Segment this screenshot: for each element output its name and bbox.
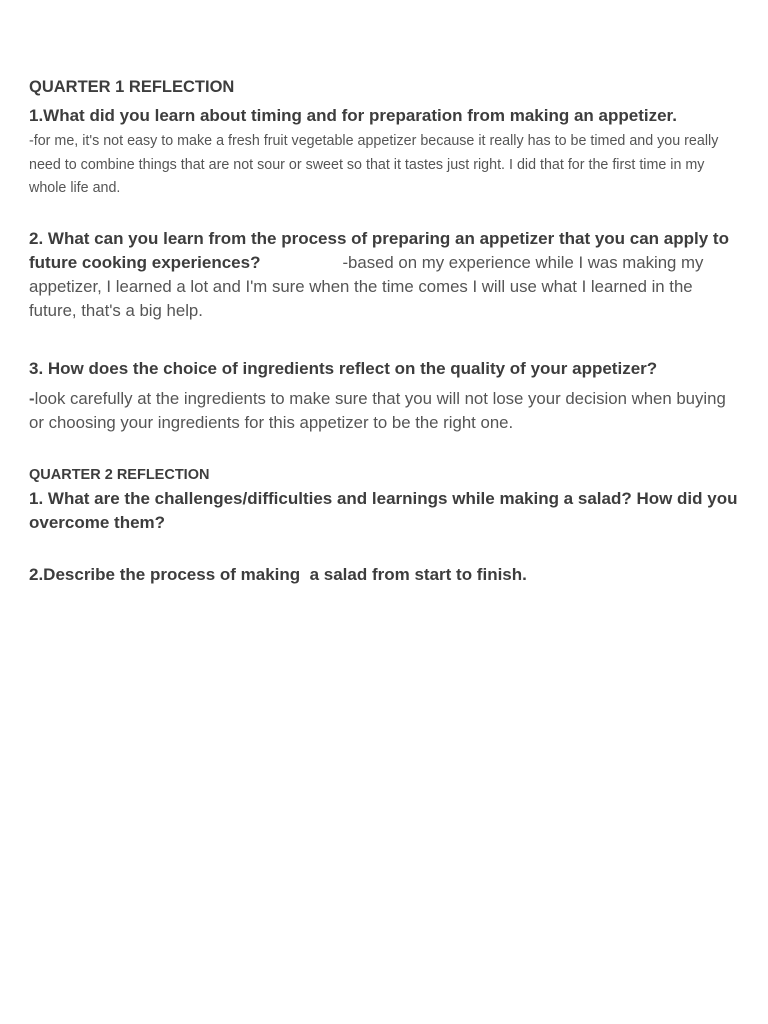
q1-answer-3: look carefully at the ingredients to make sure that you will not lose your decision when buying or choosing your ingredients for this appetizer to be the right one. (29, 388, 726, 432)
document-page (29, 76, 744, 587)
q1-question-3: 3. How does the choice of ingredients reflect on the quality of your appetizer? (29, 358, 658, 378)
q1-question-3-block (29, 357, 744, 435)
quarter-1-title: QUARTER 1 REFLECTION (29, 78, 235, 96)
q1-answer-2: -based on my experience while I was making my appetizer, I learned a lot and I'm sure when the time comes I will use what I learned in the future, that's a big help. (29, 252, 704, 320)
q1-question-2-block (29, 227, 744, 323)
q1-question-1-block (29, 104, 744, 201)
quarter-2-title: QUARTER 2 REFLECTION (29, 466, 210, 483)
q1-question-1: 1.What did you learn about timing and for preparation from making an appetizer. (29, 106, 677, 125)
q2-question-1-block (29, 487, 744, 535)
q2-question-2: 2.Describe the process of making a salad from start to finish. (29, 564, 527, 584)
q1-answer-3-prefix: - (29, 388, 35, 408)
q2-question-1: 1. What are the challenges/difficulties and learnings while making a salad? How did you overcome them? (29, 488, 738, 532)
q1-question-2: 2. What can you learn from the process of preparing an appetizer that you can apply to future cooking experiences? (29, 228, 729, 272)
q1-answer-3-paragraph (29, 387, 744, 435)
q1-answer-1: -for me, it's not easy to make a fresh fruit vegetable appetizer because it really has to be timed and you really need to combine things that are not sour or sweet so that it tastes just right. I did that for the first time in my whole life and. (29, 133, 719, 196)
q2-question-2-block (29, 563, 744, 587)
